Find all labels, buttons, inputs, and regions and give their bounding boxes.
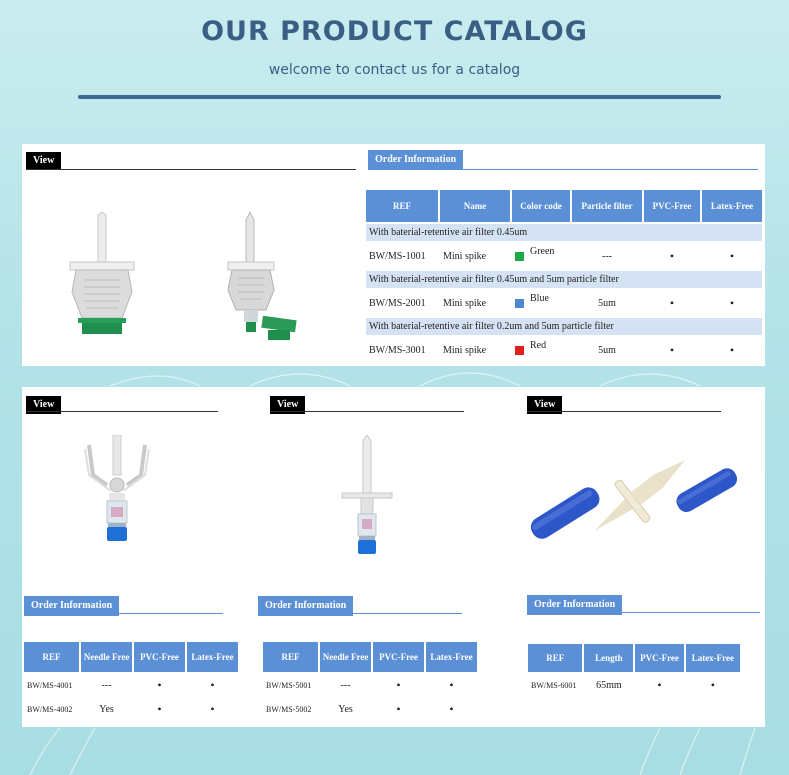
length-cell: 65mm [596,679,622,691]
needle-free-cell: --- [101,679,112,691]
needle-free-cell: --- [340,679,351,691]
latex-free-dot: • [449,677,454,692]
pvc-free-dot: • [157,701,162,716]
pvc-free-dot: • [669,248,675,263]
order-info-divider [527,612,760,613]
view-label: View [527,396,562,414]
latex-free-dot: • [210,677,215,692]
col-needle-free: Needle Free [320,642,371,672]
blue-swatch [515,299,524,308]
latex-free-dot: • [729,342,735,357]
latex-free-dot: • [710,677,715,692]
ref-cell: BW/MS-2001 [369,297,426,309]
col-length: Length [584,644,633,672]
ref-cell: BW/MS-3001 [369,344,426,356]
order-info-label: Order Information [527,595,622,615]
table-row [24,674,238,696]
col-latex-free: Latex-Free [187,642,238,672]
view-divider [26,411,218,412]
view-label: View [270,396,305,414]
mini-spike-green-image [62,210,162,340]
bottom-product-card [22,387,765,727]
top-order-table [364,188,764,365]
panel1-order-table [22,640,240,722]
col-ref: REF [366,190,438,222]
color-cell: Blue [530,292,549,304]
latex-free-dot: • [449,701,454,716]
col-color-code: Color code [512,190,570,222]
pvc-free-dot: • [669,342,675,357]
ref-cell: BW/MS-5001 [266,680,312,690]
col-particle-filter: Particle filter [572,190,642,222]
col-pvc-free: PVC-Free [134,642,185,672]
order-info-divider [368,169,758,170]
needle-free-cell: Yes [338,703,353,715]
latex-free-dot: • [729,295,735,310]
table-row [263,698,477,720]
filter-cell: 5um [598,344,616,356]
col-needle-free: Needle Free [81,642,132,672]
table-row [263,674,477,696]
panel2-order-table [261,640,479,722]
col-pvc-free: PVC-Free [635,644,683,672]
col-latex-free: Latex-Free [702,190,762,222]
table-row [24,698,238,720]
ref-cell: BW/MS-6001 [531,680,577,690]
table-row [528,674,740,696]
filter-cell: --- [602,250,612,262]
needle-free-spike-flange-image [332,435,402,560]
ref-cell: BW/MS-4002 [27,704,73,714]
col-latex-free: Latex-Free [686,644,740,672]
col-ref: REF [263,642,318,672]
col-pvc-free: PVC-Free [644,190,700,222]
order-info-label: Order Information [368,150,463,170]
needle-free-cell: Yes [99,703,114,715]
red-swatch [515,346,524,355]
view-label: View [26,396,61,414]
view-divider [527,411,721,412]
table-row [366,337,762,363]
panel3-order-table [526,642,742,698]
pvc-free-dot: • [157,677,162,692]
latex-free-dot: • [210,701,215,716]
needle-free-spike-image [77,435,157,555]
ref-cell: BW/MS-4001 [27,680,73,690]
order-info-divider [258,613,462,614]
order-info-label: Order Information [258,596,353,616]
view-label: View [26,152,61,170]
top-product-card [22,144,765,366]
group-band: With baterial-retentive air filter 0.45um and 5um particle filter [366,271,762,288]
order-info-divider [24,613,223,614]
ref-cell: BW/MS-1001 [369,250,426,262]
pvc-free-dot: • [657,677,662,692]
col-pvc-free: PVC-Free [373,642,424,672]
col-latex-free: Latex-Free [426,642,477,672]
name-cell: Mini spike [443,344,487,356]
double-spike-with-caps-image [524,445,744,555]
pvc-free-dot: • [669,295,675,310]
view-divider [26,169,356,170]
name-cell: Mini spike [443,250,487,262]
col-ref: REF [528,644,582,672]
group-band: With baterial-retentive air filter 0.2um and 5um particle filter [366,318,762,335]
view-divider [270,411,464,412]
color-cell: Green [530,245,555,257]
table-row [366,243,762,269]
order-info-label: Order Information [24,596,119,616]
name-cell: Mini spike [443,297,487,309]
latex-free-dot: • [729,248,735,263]
filter-cell: 5um [598,297,616,309]
table-row [366,290,762,316]
page-subtitle: welcome to contact us for a catalog [268,62,521,78]
header-divider [78,95,721,99]
pvc-free-dot: • [396,701,401,716]
page-title: OUR PRODUCT CATALOG [201,16,588,47]
col-ref: REF [24,642,79,672]
col-name: Name [440,190,510,222]
group-band: With baterial-retentive air filter 0.45um [366,224,762,241]
color-cell: Red [530,339,547,351]
ref-cell: BW/MS-5002 [266,704,312,714]
mini-spike-blue-cap-image [222,210,322,340]
green-swatch [515,252,524,261]
table-header-row [366,190,762,222]
pvc-free-dot: • [396,677,401,692]
